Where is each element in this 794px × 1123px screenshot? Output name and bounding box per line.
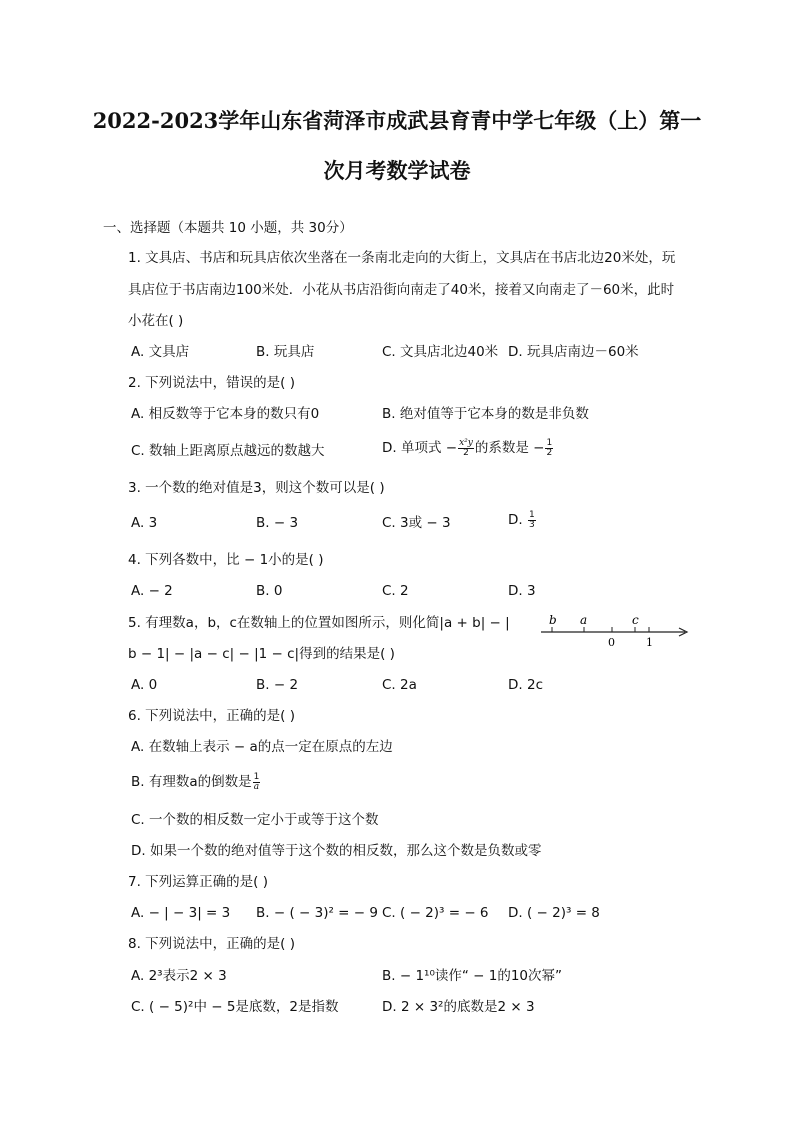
q3-option-b: B. − 3 (256, 515, 299, 531)
q2-d-denominator: 2 (463, 447, 469, 458)
q2-stem: 2. 下列说法中，错误的是( ) (128, 375, 295, 391)
q8-option-c: C. ( − 5)²中 − 5是底数，2是指数 (131, 999, 339, 1015)
q5-line-2: b − 1| − |a − c| − |1 − c|得到的结果是( ) (128, 646, 395, 662)
q8-option-d: D. 2 × 3²的底数是2 × 3 (382, 999, 535, 1015)
label-a: a (580, 613, 588, 627)
q6-b-prefix: B. 有理数a的倒数是 (131, 774, 252, 790)
q2-option-c: C. 数轴上距离原点越远的数越大 (131, 443, 325, 459)
q2-d-fraction (458, 439, 474, 458)
q3-d-prefix: D. (508, 512, 523, 528)
section-heading: 一、选择题（本题共 10 小题，共 30分） (103, 220, 353, 236)
q2-d-middle: 的系数是 − (474, 440, 545, 456)
q2-d-numerator-2: 1 (546, 437, 553, 448)
q1-line-1: 1. 文具店、书店和玩具店依次坐落在一条南北走向的大街上，文具店在书店北边20米处，玩 (128, 250, 676, 266)
label-0: 0 (608, 636, 615, 649)
number-line-figure (535, 610, 695, 652)
q8-stem: 8. 下列说法中，正确的是( ) (128, 936, 295, 952)
q6-option-b (131, 772, 261, 792)
q6-b-denominator: a (253, 781, 260, 792)
q1-line-3: 小花在( ) (128, 313, 184, 329)
q8-option-a: A. 2³表示2 × 3 (131, 968, 227, 984)
exam-title (60, 96, 734, 196)
q1-option-a: A. 文具店 (131, 344, 190, 360)
q2-option-d (382, 438, 554, 458)
label-b: b (549, 613, 557, 627)
q6-option-d: D. 如果一个数的绝对值等于这个数的相反数，那么这个数是负数或零 (131, 843, 542, 859)
q5-option-c: C. 2a (382, 677, 417, 693)
q5-option-d: D. 2c (508, 677, 543, 693)
q7-option-c: C. ( − 2)³ = − 6 (382, 905, 489, 921)
q6-b-fraction (253, 773, 261, 792)
q7-option-d: D. ( − 2)³ = 8 (508, 905, 600, 921)
q3-stem: 3. 一个数的绝对值是3，则这个数可以是( ) (128, 480, 385, 496)
q5-option-b: B. − 2 (256, 677, 299, 693)
q2-d-fraction-2 (545, 439, 553, 458)
q6-b-numerator: 1 (253, 771, 260, 782)
q2-d-prefix: D. 单项式 − (382, 440, 458, 456)
q3-option-a: A. 3 (131, 515, 158, 531)
q3-option-d (508, 510, 537, 530)
q6-option-a: A. 在数轴上表示 − a的点一定在原点的左边 (131, 739, 393, 755)
q4-option-d: D. 3 (508, 583, 536, 599)
label-c: c (632, 613, 639, 627)
q8-option-b: B. − 1¹⁰读作“ − 1的10次幂” (382, 968, 563, 984)
q3-option-c: C. 3或 − 3 (382, 515, 451, 531)
q1-option-c: C. 文具店北边40米 (382, 344, 499, 360)
q7-option-b: B. − ( − 3)² = − 9 (256, 905, 378, 921)
q2-option-a: A. 相反数等于它本身的数只有0 (131, 406, 320, 422)
q6-stem: 6. 下列说法中，正确的是( ) (128, 708, 295, 724)
q4-option-a: A. − 2 (131, 583, 173, 599)
q3-d-numerator: 1 (528, 509, 535, 520)
q1-line-2: 具店位于书店南边100米处．小花从书店沿街向南走了40米，接着又向南走了－60米，此时 (128, 282, 675, 298)
q2-d-denominator-2: 2 (546, 447, 553, 458)
q2-option-b: B. 绝对值等于它本身的数是非负数 (382, 406, 589, 422)
q5-option-a: A. 0 (131, 677, 158, 693)
title-line-1: 2022-2023学年山东省菏泽市成武县育青中学七年级（上）第一 (92, 108, 702, 133)
q4-stem: 4. 下列各数中，比 − 1小的是( ) (128, 552, 324, 568)
q6-option-c: C. 一个数的相反数一定小于或等于这个数 (131, 812, 379, 828)
q1-option-b: B. 玩具店 (256, 344, 315, 360)
q4-option-b: B. 0 (256, 583, 283, 599)
q4-option-c: C. 2 (382, 583, 409, 599)
label-1: 1 (646, 636, 653, 649)
q3-d-fraction (528, 511, 536, 530)
q1-option-d: D. 玩具店南边－60米 (508, 344, 639, 360)
q7-option-a: A. − | − 3| = 3 (131, 905, 231, 921)
title-line-2: 次月考数学试卷 (323, 158, 471, 183)
q7-stem: 7. 下列运算正确的是( ) (128, 874, 268, 890)
q2-d-numerator: x²y (459, 437, 473, 448)
q5-line-1: 5. 有理数a，b，c在数轴上的位置如图所示，则化简|a + b| − | (128, 615, 510, 631)
q3-d-denominator: 3 (528, 519, 535, 530)
